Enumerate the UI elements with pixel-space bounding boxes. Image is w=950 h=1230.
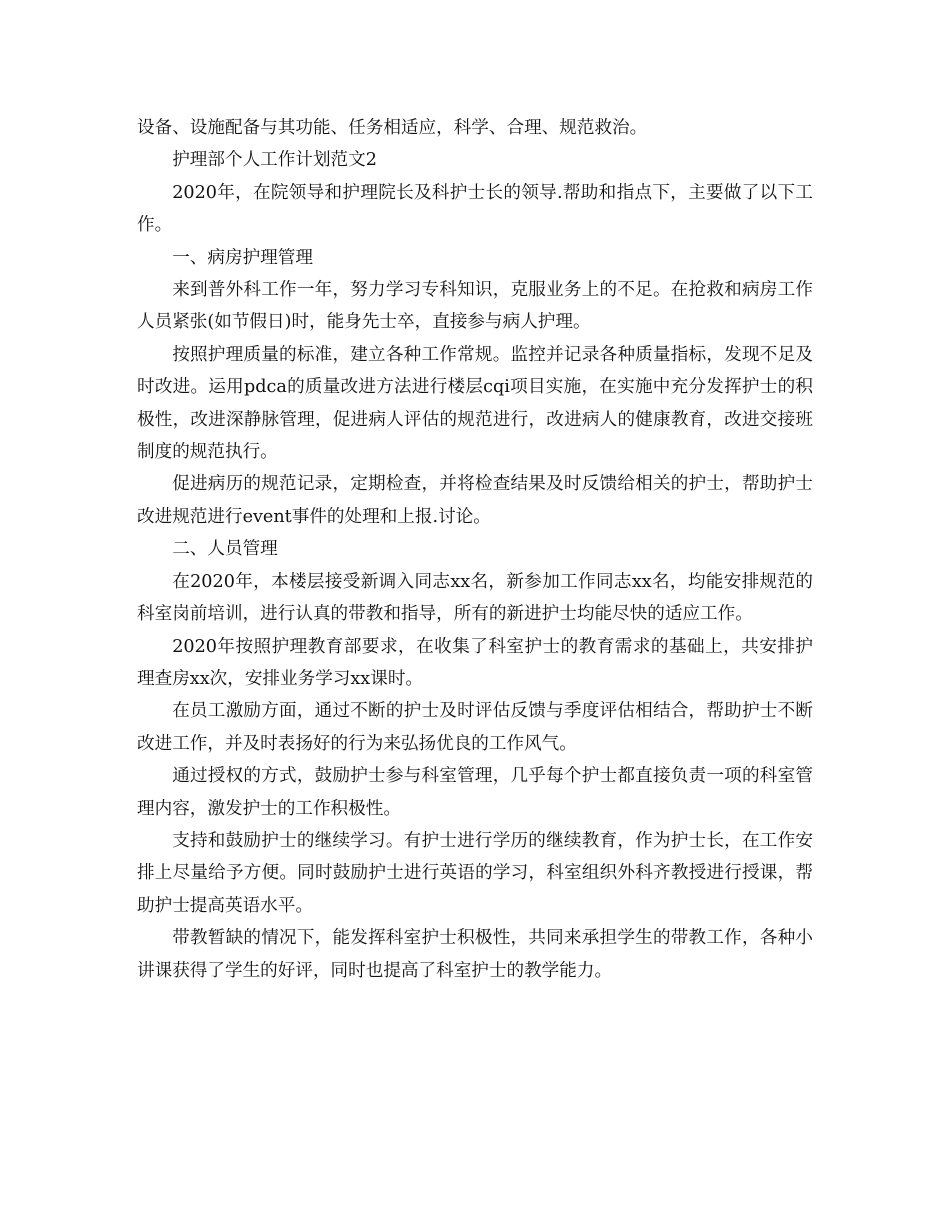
paragraph: 在员工激励方面，通过不断的护士及时评估反馈与季度评估相结合，帮助护士不断改进工作，并及时表扬好的行为来弘扬优良的工作风气。 xyxy=(137,701,813,754)
section-title: 护理部个人工作计划范文2 xyxy=(172,150,377,171)
paragraph: 支持和鼓励护士的继续学习。有护士进行学历的继续教育，作为护士长，在工作安排上尽量给予方便。同时鼓励护士进行英语的学习，科室组织外科齐教授进行授课，帮助护士提高英语水平。 xyxy=(137,830,813,916)
paragraph: 来到普外科工作一年，努力学习专科知识，克服业务上的不足。在抢救和病房工作人员紧张(如节假日)时，能身先士卒，直接参与病人护理。 xyxy=(137,280,813,333)
section-heading: 一、病房护理管理 xyxy=(172,247,313,268)
paragraph: 促进病历的规范记录，定期检查，并将检查结果及时反馈给相关的护士，帮助护士改进规范进行event事件的处理和上报.讨论。 xyxy=(137,474,813,527)
paragraph: 2020年，在院领导和护理院长及科护士长的领导.帮助和指点下，主要做了以下工作。 xyxy=(137,182,813,236)
paragraph: 带教暂缺的情况下，能发挥科室护士积极性，共同来承担学生的带教工作，各种小讲课获得了学生的好评，同时也提高了科室护士的教学能力。 xyxy=(137,928,813,981)
paragraph: 按照护理质量的标准，建立各种工作常规。监控并记录各种质量指标，发现不足及时改进。运用pdca的质量改进方法进行楼层cqi项目实施，在实施中充分发挥护士的积极性，改进深静脉管理，促进病人评估的规范进行，改进病人的健康教育，改进交接班制度的规范执行。 xyxy=(137,344,813,463)
paragraph-continuation: 设备、设施配备与其功能、任务相适应，科学、合理、规范救治。 xyxy=(137,118,648,138)
paragraph: 通过授权的方式，鼓励护士参与科室管理，几乎每个护士都直接负责一项的科室管理内容，激发护士的工作积极性。 xyxy=(137,766,813,819)
paragraph: 2020年按照护理教育部要求，在收集了科室护士的教育需求的基础上，共安排护理查房xx次，安排业务学习xx课时。 xyxy=(137,636,813,689)
paragraph: 在2020年，本楼层接受新调入同志xx名，新参加工作同志xx名，均能安排规范的科室岗前培训，进行认真的带教和指导，所有的新进护士均能尽快的适应工作。 xyxy=(137,571,813,625)
document-body xyxy=(137,112,813,987)
section-heading: 二、人员管理 xyxy=(172,539,278,560)
